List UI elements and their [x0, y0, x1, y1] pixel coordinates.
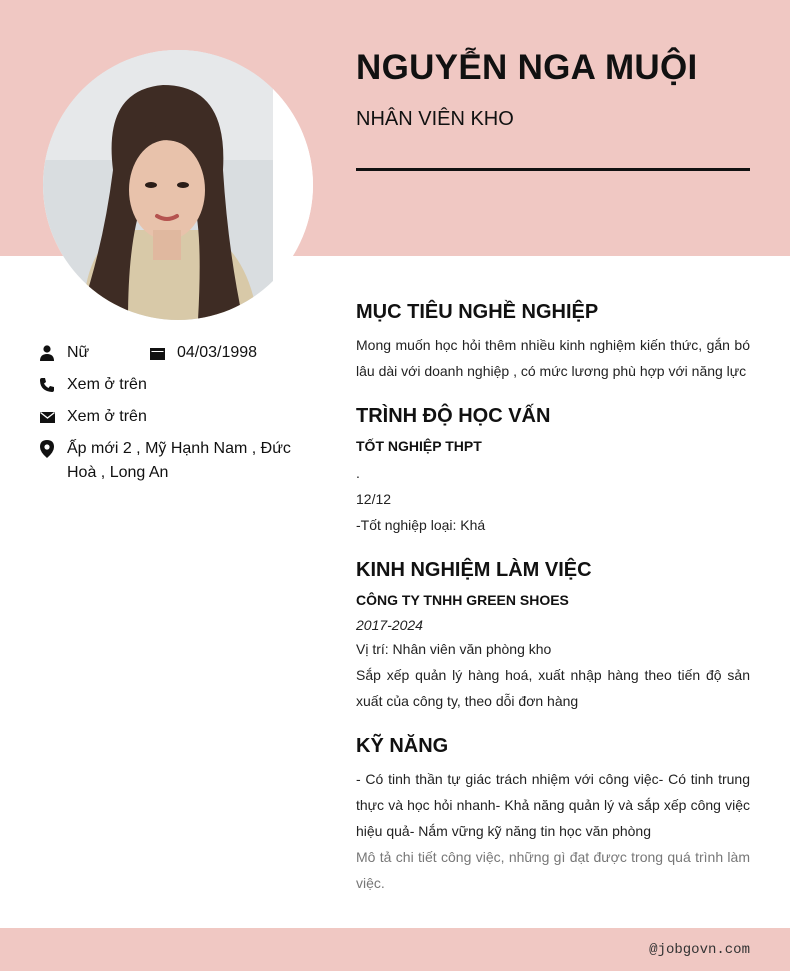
- education-result: -Tốt nghiệp loại: Khá: [356, 517, 486, 533]
- phone-value[interactable]: Xem ở trên: [67, 376, 147, 393]
- education-grade: 12/12: [356, 491, 392, 507]
- objective-text: Mong muốn học hỏi thêm nhiều kinh nghiệm kiến thức, gắn bó lâu dài với doanh nghiệp , có mức lương phù hợp với năng lực: [356, 337, 750, 379]
- education-dot: .: [356, 465, 360, 481]
- gender-value: Nữ: [67, 344, 90, 361]
- gender-row: [39, 341, 89, 365]
- email-row: [39, 405, 147, 429]
- mail-icon: [39, 405, 55, 429]
- watermark: @jobgovn.com: [649, 942, 750, 958]
- phone-icon: [39, 373, 55, 397]
- skills-title: KỸ NĂNG: [356, 735, 449, 757]
- phone-row: [39, 373, 147, 397]
- address-value: Ấp mới 2 , Mỹ Hạnh Nam , Đức Hoà , Long An: [67, 440, 291, 481]
- experience-period: 2017-2024: [356, 617, 423, 633]
- main-column: [356, 298, 750, 914]
- experience-position: Vị trí: Nhân viên văn phòng kho: [356, 641, 552, 657]
- email-value[interactable]: Xem ở trên: [67, 408, 147, 425]
- experience-title: KINH NGHIỆM LÀM VIỆC: [356, 559, 592, 581]
- address-row: [39, 437, 299, 485]
- experience-company: CÔNG TY TNHH GREEN SHOES: [356, 592, 569, 608]
- objective-title: MỤC TIÊU NGHỀ NGHIỆP: [356, 301, 599, 323]
- objective-section: [356, 298, 750, 384]
- candidate-name: NGUYỄN NGA MUỘI: [356, 48, 698, 87]
- education-title: TRÌNH ĐỘ HỌC VẤN: [356, 405, 551, 427]
- skills-section: [356, 732, 750, 896]
- profile-photo: [43, 50, 313, 320]
- experience-section: [356, 556, 750, 714]
- job-title: NHÂN VIÊN KHO: [356, 108, 514, 130]
- header-divider: [356, 168, 750, 171]
- skills-text: - Có tinh thần tự giác trách nhiệm với công việc- Có tinh trung thực và học hỏi nhanh- Khả năng quản lý và sắp xếp công việc hiệu quả- Nắm vững kỹ năng tin học văn phòng: [356, 771, 750, 839]
- birthdate-value: 04/03/1998: [177, 344, 258, 361]
- education-school: TỐT NGHIỆP THPT: [356, 438, 482, 454]
- education-section: [356, 402, 750, 538]
- birthdate-row: [149, 341, 257, 365]
- calendar-icon: [149, 341, 165, 365]
- location-pin-icon: [39, 437, 55, 461]
- person-icon: [39, 341, 55, 365]
- experience-description: Sắp xếp quản lý hàng hoá, xuất nhập hàng theo tiến độ sản xuất của công ty, theo dỗi đơn hàng: [356, 667, 750, 709]
- skills-placeholder: Mô tả chi tiết công việc, những gì đạt được trong quá trình làm việc.: [356, 849, 750, 891]
